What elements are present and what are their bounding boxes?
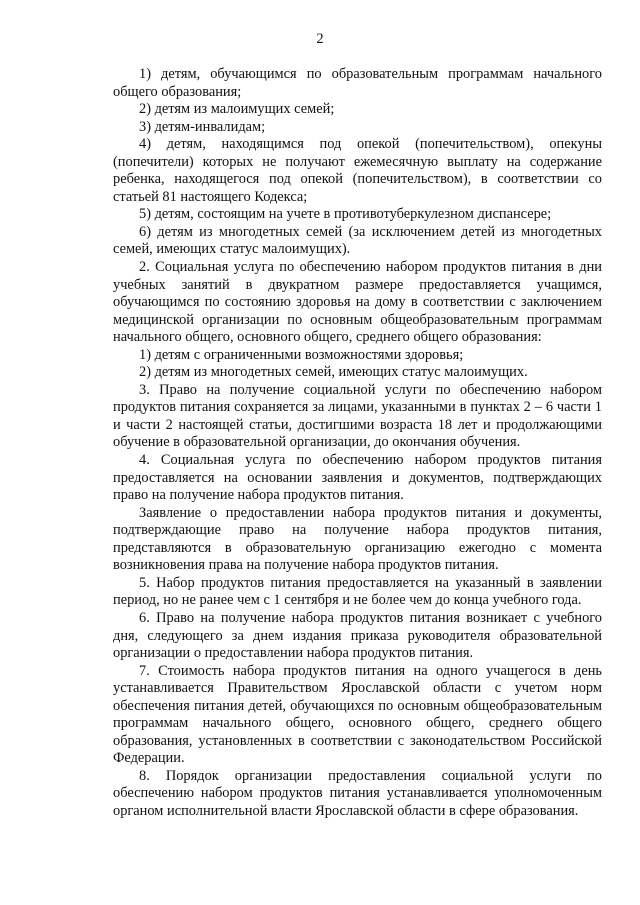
document-body: [113, 66, 602, 821]
paragraph: 5) детям, состоящим на учете в противотуберкулезном диспансере;: [139, 206, 552, 223]
paragraph: 1) детям с ограниченными возможностями здоровья;: [139, 346, 464, 363]
paragraph: 3) детям-инвалидам;: [139, 118, 266, 135]
paragraph: 2. Социальная услуга по обеспечению набором продуктов питания в дни учебных занятий в двукратном размере предоставляется учащимся, обучающимся по состоянию здоровья на дому в соответствии с заключением медицинской организации по основным общеобразовательным программам начального общего, основного общего, среднего общего образования:: [113, 259, 602, 346]
paragraph: 6. Право на получение набора продуктов питания возникает с учебного дня, следующего за днем издания приказа руководителя образовательной организации о предоставлении набора продуктов питания.: [113, 609, 602, 662]
paragraph: 1) детям, обучающимся по образовательным программам начального общего образования;: [113, 66, 602, 100]
paragraph: 4. Социальная услуга по обеспечению набором продуктов питания предоставляется на основании заявления и документов, подтверждающих право на получение набора продуктов питания.: [113, 452, 602, 504]
paragraph: 5. Набор продуктов питания предоставляется на указанный в заявлении период, но не ранее чем с 1 сентября и не более чем до конца учебного года.: [113, 574, 602, 609]
paragraph: 2) детям из многодетных семей, имеющих статус малоимущих.: [139, 364, 528, 381]
paragraph: 7. Стоимость набора продуктов питания на одного учащегося в день устанавливается Правительством Ярославской области с учетом норм обеспечения питания детей, обучающихся по основным общеобразовательным программам начального общего, основного общего, среднего общего образования, установленных в соответствии с законодательством Российской Федерации.: [113, 662, 602, 767]
page-number: 2: [316, 31, 324, 47]
paragraph: Заявление о предоставлении набора продуктов питания и документы, подтверждающие право на получение набора продуктов питания, представляются в образовательную организацию ежегодно с момента возникновения права на получение набора продуктов питания.: [113, 504, 602, 574]
paragraph: 6) детям из многодетных семей (за исключением детей из многодетных семей, имеющих статус малоимущих).: [113, 223, 602, 258]
paragraph: 4) детям, находящимся под опекой (попечительством), опекуны (попечители) которых не получают ежемесячную выплату на содержание ребенка, находящегося под опекой (попечительством), в соответствии со статьей 81 настоящего Кодекса;: [113, 136, 602, 205]
paragraph: 3. Право на получение социальной услуги по обеспечению набором продуктов питания сохраняется за лицами, указанными в пунктах 2 – 6 части 1 и части 2 настоящей статьи, достигшими возраста 18 лет и продолжающими обучение в образовательной организации, до окончания обучения.: [113, 381, 602, 451]
paragraph: 8. Порядок организации предоставления социальной услуги по обеспечению набором продуктов питания устанавливается уполномоченным органом исполнительной власти Ярославской области в сфере образования.: [113, 767, 602, 819]
paragraph: 2) детям из малоимущих семей;: [139, 101, 335, 118]
